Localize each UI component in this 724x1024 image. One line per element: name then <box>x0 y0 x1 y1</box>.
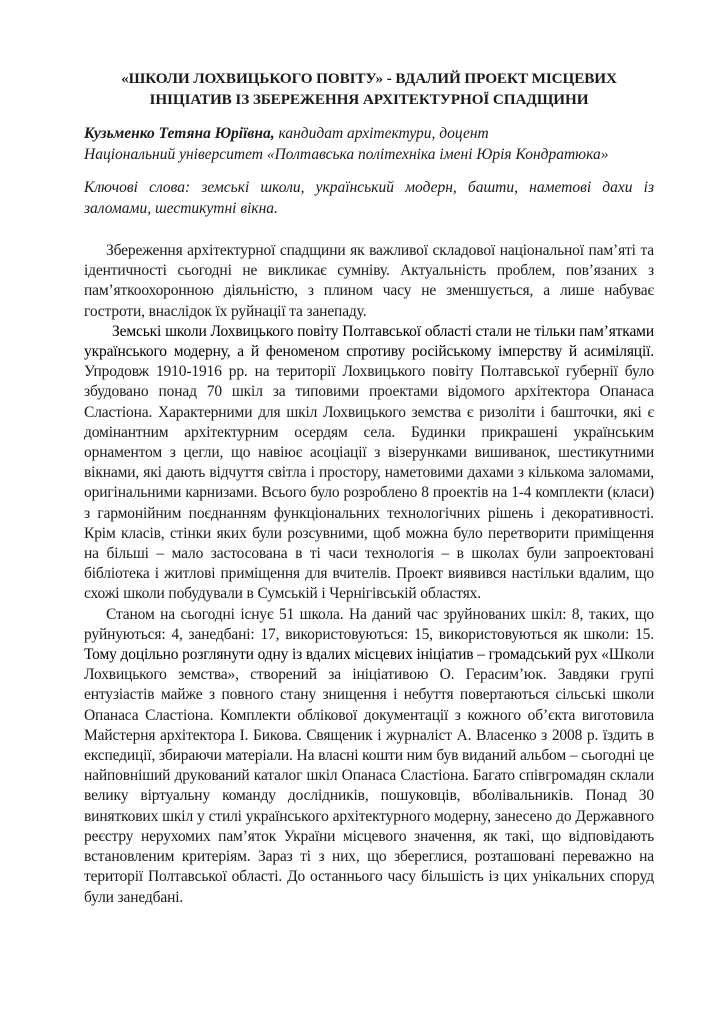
paragraph-3-emphasis: Тому доцільно розглянути одну із вдалих місцевих ініціатив – громадський рух <box>84 646 598 664</box>
title-line-2: ІНІЦІАТИВ ІЗ ЗБЕРЕЖЕННЯ АРХІТЕКТУРНОЇ СПАДЩИНИ <box>149 91 589 108</box>
paragraph-3-start: Станом на сьогодні існує 51 школа. На даний час зруйнованих шкіл: 8, таких, що руйнуються: 4, занедбані: 17, використовуються: 15, використовуються як школи: 15. <box>84 605 654 643</box>
title-line-1: «ШКОЛИ ЛОХВИЦЬКОГО ПОВІТУ» - ВДАЛИЙ ПРОЕКТ МІСЦЕВИХ <box>121 70 617 87</box>
body-text <box>84 241 654 908</box>
keywords: Ключові слова: земські школи, український модерн, башти, наметові дахи із заломами, шестикутні вікна. <box>84 179 654 217</box>
document-page <box>84 68 654 908</box>
paragraph-3 <box>84 605 654 908</box>
author-affiliation: Національний університет «Полтавська політехніка імені Юрія Кондратюка» <box>84 146 609 163</box>
paragraph-1: Збереження архітектурної спадщини як важливої складової національної пам’яті та ідентичності сьогодні не викликає сумніву. Актуальність проблем, пов’язаних з пам’яткоохоронною діяльністю, з плином часу не зменшується, а лише набуває гостроти, внаслідок їх руйнації та занепаду. <box>84 242 654 320</box>
paragraph-2 <box>84 322 654 605</box>
paragraph-3-text: «Школи Лохвицького земства», створений за ініціативою О. Герасим’юк. Завдяки групі ентузіастів майже з повного стану знищення і небуття повертаються сільські школи Опанаса Сластіона. Комплекти облікової документації з кожного об’єкта виготовила Майстерня архітектора І. Бикова. Священик і журналіст А. Власенко з 2008 р. їздить в експедиції, збираючи матеріали. На власні кошти ним був виданий альбом – сьогодні це найповніший друкований каталог шкіл Опанаса Сластіона. Багато співгромадян склали велику віртуальну команду дослідників, пошуковців, вболівальників. Понад 30 виняткових шкіл у стилі українського архітектурного модерну, занесено до Державного реєстру нерухомих пам’яток України місцевого значення, як такі, що відповідають встановленим критеріям. Зараз ті з них, що збереглися, розташовані переважно на території Полтавської області. До останнього часу більшість із цих унікальних споруд були занедбані. <box>84 646 654 906</box>
author-block <box>84 123 654 165</box>
paragraph-2-text: Упродовж 1910-1916 рр. на території Лохвицького повіту Полтавської губернії було збудовано понад 70 шкіл за типовими проектами відомого архітектора Опанаса Сластіона. Характерними для шкіл Лохвицького земства є ризоліти і башточки, які є домінантним архітектурним осердям села. Будинки прикрашені українським орнаментом з цегли, що навіює асоціації з візерунками вишиванок, шестикутними вікнами, які дають відчуття світла і простору, наметовими дахами з кількома заломами, оригінальними карнизами. Всього було розроблено 8 проектів на 1-4 комплекти (класи) з гармонійним поєднанням функціональних технологічних рішень і декоративності. Крім класів, стінки яких були розсувними, щоб можна було перетворити приміщення на більші – мало застосована в ті часи технологія – в школах були запроектовані бібліотека і житлові приміщення для вчителів. Проект виявився настільки вдалим, що схожі школи побудували в Сумській і Чернігівській областях. <box>84 363 654 603</box>
author-credentials: кандидат архітектури, доцент <box>274 125 489 142</box>
author-name: Кузьменко Тетяна Юріївна, <box>84 125 275 142</box>
paragraph-2-emphasis: Земські школи Лохвицького повіту Полтавської області стали не тільки пам’ятками українського модерну, а й феноменом спротиву російському імперству й асиміляції. <box>84 322 654 361</box>
paper-title <box>84 68 654 110</box>
